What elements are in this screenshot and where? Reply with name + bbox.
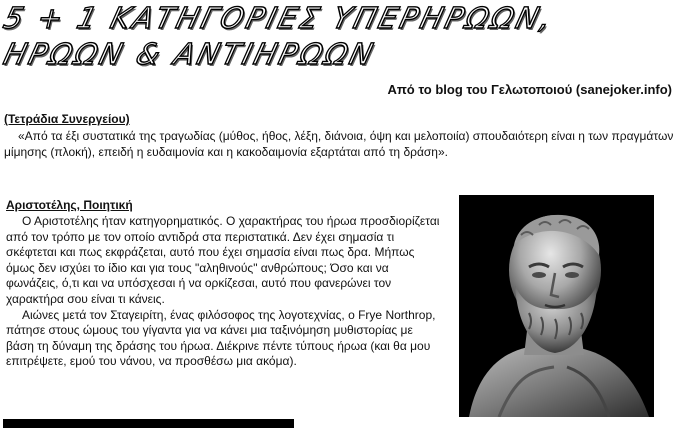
source-credit: Από το blog του Γελωτοποιού (sanejoker.info) [387, 82, 672, 97]
quote-source-label: (Τετράδια Συνεργείου) [4, 112, 130, 126]
article-body [6, 214, 442, 370]
aristotle-bust-illustration [459, 195, 654, 417]
bottom-divider-bar [3, 419, 294, 428]
aristotle-bust-photo [459, 195, 654, 417]
paragraph-1: Ο Αριστοτέλης ήταν κατηγορηματικός. Ο χαρακτήρας του ήρωα προσδιορίζεται από τον τρόπο με τον οποίο αντιδρά στα περιστατικά. Δεν έχει σημασία τι σκέφτεται και πως εκφράζεται, αυτό που έχει σημασία είναι πως δρα. Μήπως όμως δεν ισχύει το ίδιο και για τους "αληθινούς" ανθρώπους; Όσο και να φωνάζεις, ό,τι και να υπόσχεσαι ή να ορκίζεσαι, αυτό που φανερώνει τον χαρακτήρα σου είναι τι κάνεις. [6, 214, 440, 306]
poetics-label: Αριστοτέλης, Ποιητική [6, 198, 133, 212]
tragedy-quote: «Από τα έξι συστατικά της τραγωδίας (μύθος, ήθος, λέξη, διάνοια, όψη και μελοποιία) σπουδαιότερη είναι η των πραγμάτων μίμησης (πλοκή), επειδή η ευδαιμονία και η κακοδαιμονία εξαρτάται από τη δράση». [4, 129, 674, 159]
page-title-line-1: 5 + 1 ΚΑΤΗΓΟΡΙΕΣ ΥΠΕΡΗΡΩΩΝ, [0, 1, 558, 35]
paragraph-2: Αιώνες μετά τον Σταγειρίτη, ένας φιλόσοφος της λογοτεχνίας, ο Frye Northrop, πάτησε στους ώμους του γίγαντα για να κάνει μια ταξινόμηση μυθιστορίας με βάση τη δύναμη της δράσης του ήρωα. Διέκρινε πέντε τύπους ήρωα (και θα μου επιτρέψετε, εμού του νάνου, να προσθέσω μια ακόμα). [6, 307, 436, 369]
page-title-line-2: ΗΡΩΩΝ & ΑΝΤΙΗΡΩΩΝ [0, 37, 380, 71]
